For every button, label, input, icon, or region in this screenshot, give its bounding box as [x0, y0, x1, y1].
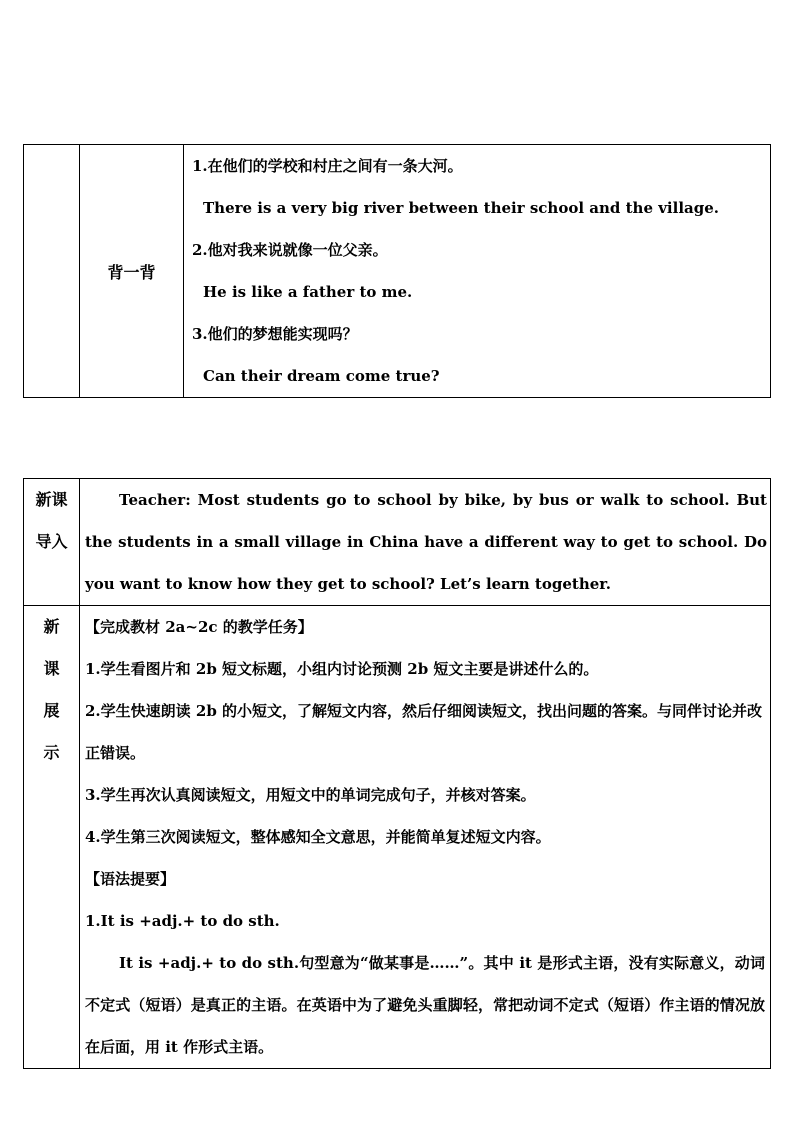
intro-label: [24, 479, 80, 606]
recite-item-3-en: Can their dream come true?: [203, 367, 440, 385]
show-label-char-2: 课: [43, 659, 60, 678]
show-label-char-4: 示: [43, 743, 60, 762]
grammar-heading: 【语法提要】: [85, 870, 176, 888]
task-item-3: 3.学生再次认真阅读短文，用短文中的单词完成句子，并核对答案。: [85, 786, 536, 804]
show-label-char-1: 新: [43, 617, 60, 636]
grammar-item: 1.It is +adj.+ to do sth.: [85, 912, 280, 930]
intro-label-line2: 导入: [35, 532, 68, 551]
show-label-char-3: 展: [43, 701, 60, 720]
intro-label-line1: 新课: [35, 490, 68, 509]
show-content: [80, 606, 771, 1069]
recite-item-1-en: There is a very big river between their school and the village.: [203, 199, 719, 217]
task-heading: 【完成教材 2a~2c 的教学任务】: [85, 618, 313, 636]
recite-label: 背一背: [80, 145, 184, 398]
recite-item-3-cn: 3.他们的梦想能实现吗？: [192, 325, 358, 343]
recite-content: [184, 145, 771, 398]
recite-item-1-cn: 1.在他们的学校和村庄之间有一条大河。: [192, 157, 463, 175]
grammar-paragraph: It is +adj.+ to do sth.句型意为“做某事是……”。其中 it 是形式主语，没有实际意义，动词不定式（短语）是真正的主语。在英语中为了避免头重脚轻，常把动词不定式（短语）作主语的情况放在后面，用 it 作形式主语。: [85, 954, 765, 1056]
recite-item-2-cn: 2.他对我来说就像一位父亲。: [192, 241, 388, 259]
task-item-4: 4.学生第三次阅读短文，整体感知全文意思，并能简单复述短文内容。: [85, 828, 551, 846]
recite-item-2-en: He is like a father to me.: [203, 283, 413, 301]
recite-empty-cell: [24, 145, 80, 398]
show-label: [24, 606, 80, 1069]
intro-text: Teacher: Most students go to school by bike, by bus or walk to school. But the students in a small village in China have a different way to get to school. Do you want to know how they get to school? Let’s learn together.: [80, 479, 771, 606]
recite-table: [23, 144, 771, 398]
task-item-2: 2.学生快速朗读 2b 的小短文，了解短文内容，然后仔细阅读短文，找出问题的答案。与同伴讨论并改正错误。: [85, 702, 763, 762]
lesson-table: [23, 478, 771, 1069]
task-item-1: 1.学生看图片和 2b 短文标题，小组内讨论预测 2b 短文主要是讲述什么的。: [85, 660, 599, 678]
